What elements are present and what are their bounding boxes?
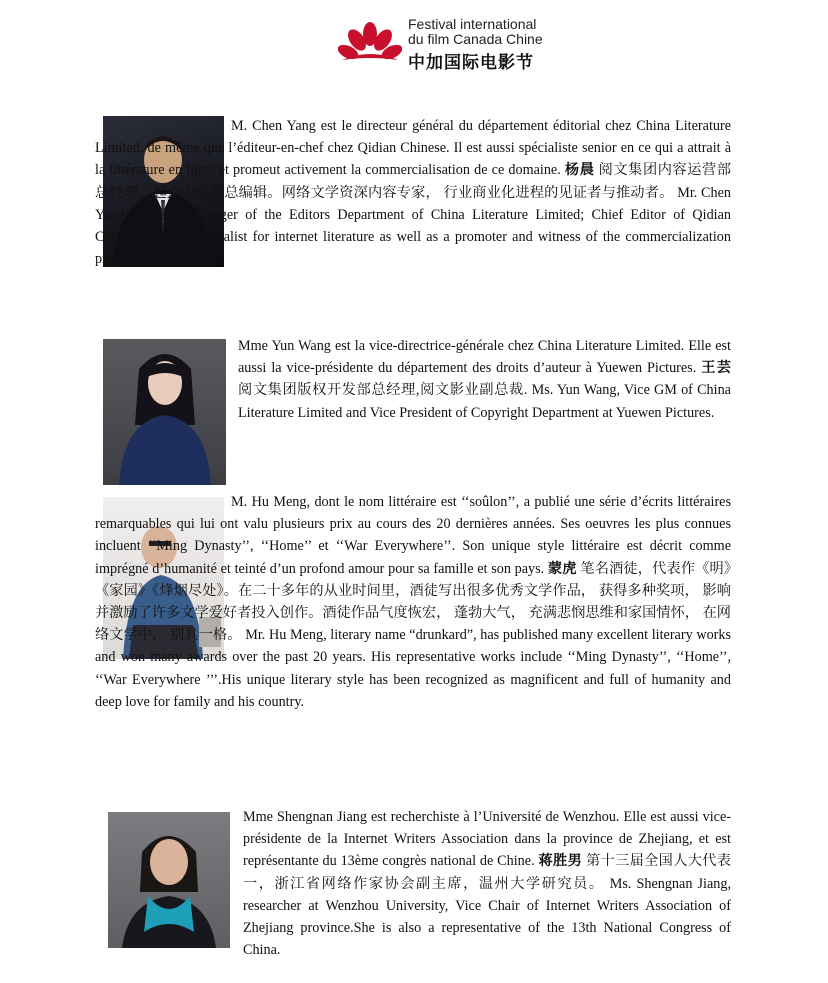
logo-line-chinese: 中加国际电影节 (408, 53, 534, 73)
bio-shengnan-jiang (243, 806, 731, 961)
bio-zh-name: 杨晨 (564, 162, 595, 179)
bio-en: Mr. Hu Meng, literary name “drunkard”, has published many excellent literary works and won many awards over the past 20 years. His representative works include ‘‘Ming Dynasty’’, ‘‘Home’’, ‘‘War Everywhere ’’’.His unique literary style has been recognized as magnificent and full of humanity and deep love for family and his country. (95, 627, 731, 710)
bio-fr: M. Chen Yang est le directeur général du département éditorial chez China Literature Limited, de même que l’éditeur-en-chef chez Qidian Chinese. Il est aussi spécialiste senior en ce qui a attrait à la littérature en ligne et promeut activement la commercialisation de ce domaine. (95, 118, 731, 179)
logo-line-2: du film Canada Chine (408, 31, 543, 47)
bio-hu-meng (95, 491, 731, 713)
bio-zh-name: 王芸 (701, 360, 731, 377)
bio-yun-wang (238, 335, 731, 424)
bio-zh: 阅文集团版权开发部总经理,阅文影业副总裁. (238, 382, 528, 399)
bio-zh: 阅文集团内容运营部总经理、起点中文网总编辑。网络文学资深内容专家， 行业商业化进程的见证者与推动者。 (95, 162, 732, 201)
portrait-shengnan-jiang (108, 812, 230, 948)
bio-chen-yang (95, 115, 731, 270)
bio-en: Ms. Shengnan Jiang, researcher at Wenzhou University, Vice Chair of Internet Writers Association of Zhejiang province.She is also a representative of the 13th National Congress of China. (243, 875, 731, 959)
bio-en: Ms. Yun Wang, Vice GM of China Literature Limited and Vice President of Copyright Department at Yuewen Pictures. (238, 382, 731, 421)
bio-fr: Mme Yun Wang est la vice-directrice-générale chez China Literature Limited. Elle est aussi la vice-présidente du département des droits d’auteur à Yuewen Pictures. (238, 338, 731, 377)
flower-logo-icon (338, 20, 402, 72)
portrait-yun-wang (103, 339, 226, 485)
bio-zh-name: 蒙虎 (547, 560, 577, 577)
bio-fr: Mme Shengnan Jiang est recherchiste à l’Université de Wenzhou. Elle est aussi vice-présidente de la Internet Writers Association dans la province de Zhejiang, et est représentante du 13ème congrès national de Chine. (243, 809, 731, 870)
bio-zh: 第十三届全国人大代表一，浙江省网络作家协会副主席，温州大学研究员。 (243, 853, 731, 892)
logo-line-1: Festival international (408, 16, 537, 32)
bio-zh-name: 蒋胜男 (538, 853, 583, 870)
bio-fr: M. Hu Meng, dont le nom littéraire est ‘‘soûlon’’, a publié une série d’écrits littéraires remarquables qui lui ont valu plusieurs prix au cours des 20 dernières années. Ses oeuvres les plus connues incluent ‘‘Ming Dynasty’’, ‘‘Home’’ et ‘‘War Everywhere’’. Son unique style littéraire est décrit comme imprégné d’humanité et teinté d’un profond amour pour sa famille et son pays. (95, 494, 731, 577)
bio-zh: 笔名酒徒，代表作《明》《家园》《烽烟尽处》。在二十多年的从业时间里，酒徒写出很多优秀文学作品， 获得多种奖项， 影响并激励了许多文学爱好者投入创作。酒徒作品气度恢宏， 蓬勃大气， 充满悲悯思维和家国情怀， 在网络文学中， 别具一格。 (95, 560, 731, 644)
festival-logo (338, 14, 543, 74)
bio-en: Mr. Chen Yang, General Manager of the Editors Department of China Literature Limited; Chief Editor of Qidian Chinese; Senior Specialist for internet literature as well as a promoter and witness of the commercialization process of this field. (95, 184, 731, 268)
